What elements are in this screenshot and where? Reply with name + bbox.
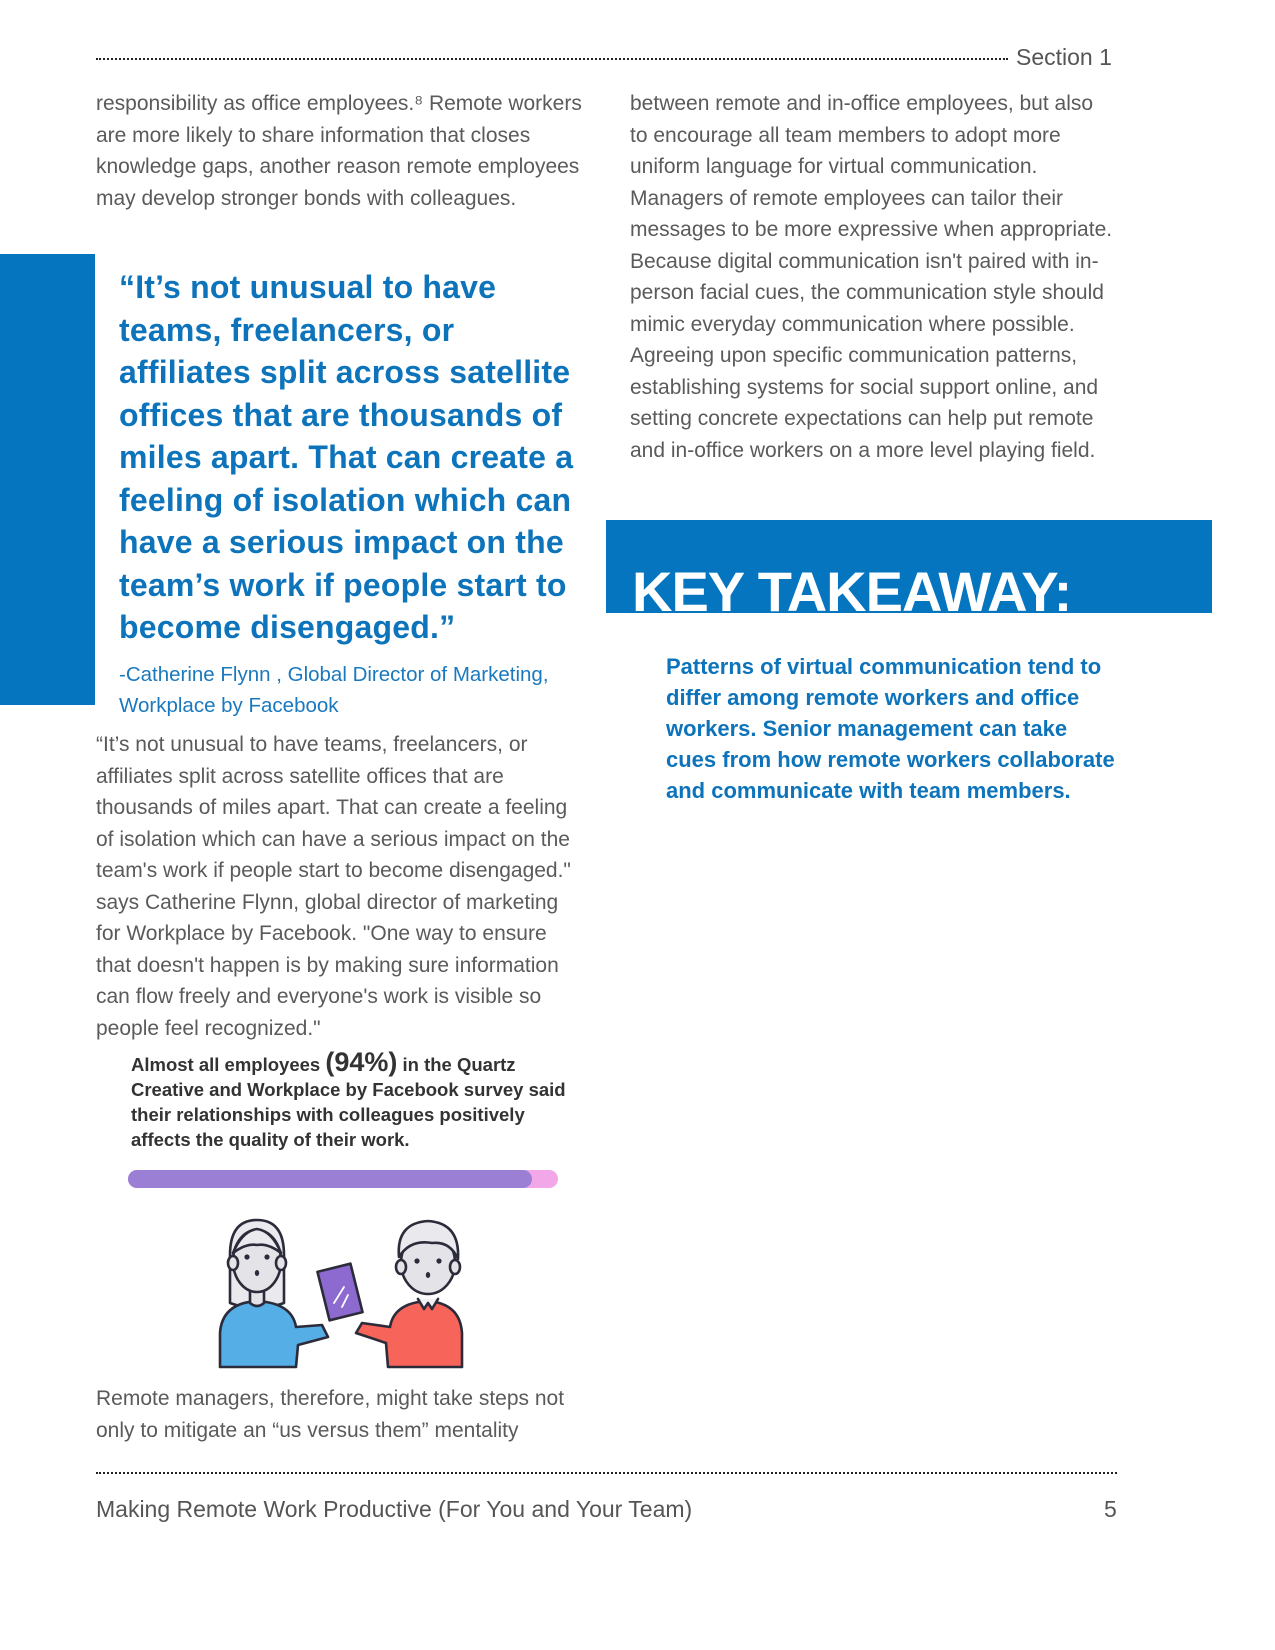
- stat-callout: [131, 1047, 571, 1152]
- quote-paragraph: “It’s not unusual to have teams, freelancers, or affiliates split across satellite offices that are thousands of miles apart. That can create a feeling of isolation which can have a serious impact on the team's work if people start to become disengaged." says Catherine Flynn, global director of marketing for Workplace by Facebook. "One way to ensure that doesn't happen is by making sure information can flow freely and everyone's work is visible so people feel recognized.": [96, 733, 571, 1040]
- two-colleagues-sharing-tablet-illustration: [210, 1215, 475, 1370]
- stat-suffix: in the Quartz Creative and Workplace by Facebook survey said their relationships with colleagues positively affects the quality of their work.: [131, 1054, 566, 1150]
- section-label: Section 1: [1016, 44, 1112, 70]
- attribution-line-1: -Catherine Flynn , Global Director of Marketing,: [119, 662, 549, 686]
- page-number: 5: [1104, 1496, 1117, 1522]
- key-takeaway-text: Patterns of virtual communication tend to differ among remote workers and office workers. Senior management can take cues from how remote workers collaborate and communicate with team members.: [666, 654, 1115, 803]
- intro-paragraph: responsibility as office employees.⁸ Remote workers are more likely to share information that closes knowledge gaps, another reason remote employees may develop stronger bonds with colleagues.: [96, 92, 582, 210]
- pull-quote-attribution: [119, 659, 594, 721]
- footer-title: Making Remote Work Productive (For You and Your Team): [96, 1496, 693, 1522]
- header-rule: [96, 58, 1008, 60]
- attribution-line-2: Workplace by Facebook: [119, 693, 339, 717]
- pull-quote-text: “It’s not unusual to have teams, freelancers, or affiliates split across satellite offices that are thousands of miles apart. That can create a feeling of isolation which can have a serious impact on the team’s work if people start to become disengaged.”: [119, 269, 574, 645]
- stat-prefix: Almost all employees: [131, 1054, 326, 1075]
- key-takeaway-banner: [606, 520, 1212, 613]
- right-paragraph: between remote and in-office employees, but also to encourage all team members to adopt more uniform language for virtual communication. Managers of remote employees can tailor their messages to be more expressive when appropriate. Because digital communication isn't paired with in-person facial cues, the communication style should mimic everyday communication where possible. Agreeing upon specific communication patterns, establishing systems for social support online, and setting concrete expectations can help put remote and in-office workers on a more level playing field.: [630, 92, 1113, 462]
- footer-rule: [96, 1472, 1117, 1474]
- stat-progress-bar: [128, 1170, 558, 1188]
- stat-value: (94%): [325, 1047, 398, 1077]
- pull-quote-bar: [0, 254, 95, 705]
- closing-paragraph: Remote managers, therefore, might take steps not only to mitigate an “us versus them” mentality: [96, 1387, 565, 1442]
- pull-quote-block: [119, 266, 594, 721]
- key-takeaway-title: KEY TAKEAWAY:: [632, 560, 1072, 613]
- stat-progress-fill: [128, 1170, 532, 1188]
